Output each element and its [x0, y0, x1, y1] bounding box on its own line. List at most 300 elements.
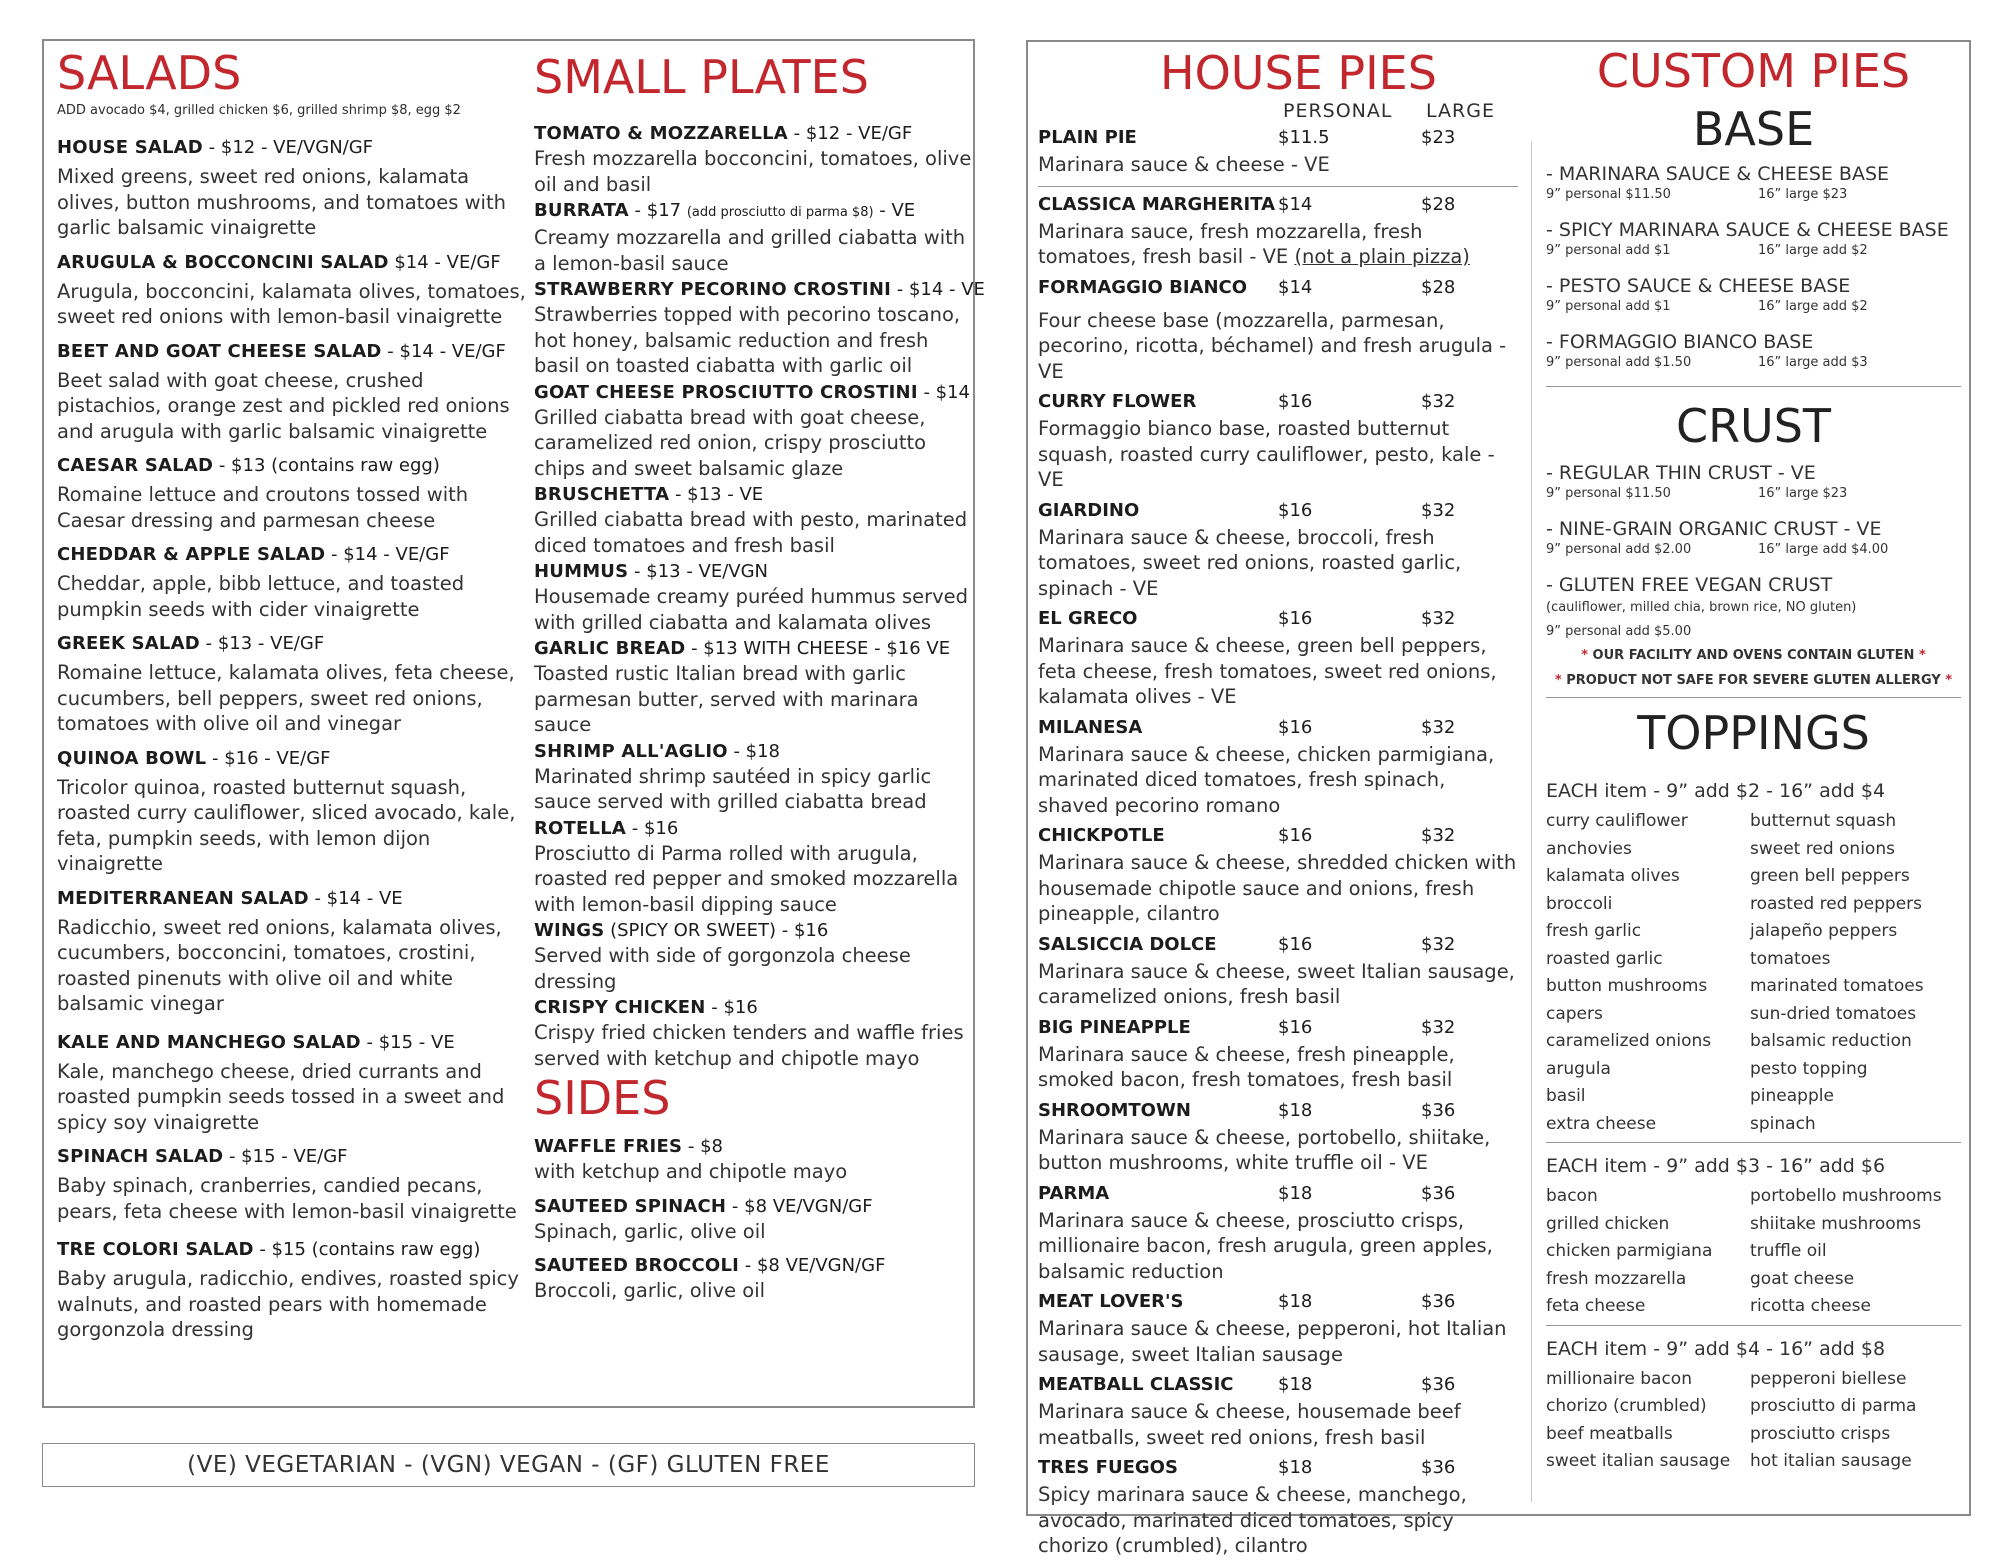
- base-title: BASE: [1692, 102, 1815, 156]
- salads-section: [57, 46, 527, 1353]
- salad-heading: [57, 1238, 527, 1262]
- house-pie-desc-text: Formaggio bianco base, roasted butternut squash, roasted curry cauliflower, pesto, kale -VE: [1038, 417, 1495, 491]
- base-large-price: 16” large $23: [1758, 187, 1848, 202]
- house-pie-large-price: $36: [1421, 1457, 1456, 1478]
- small-plate-description: Served with side of gorgonzola cheese dressing: [534, 944, 911, 993]
- small-plate-item: [534, 817, 974, 918]
- small-plate-item: [534, 740, 974, 815]
- topping-item: fresh garlic: [1546, 921, 1642, 941]
- crust-option: [1546, 573, 1961, 641]
- small-plate-price: - $13 - VE: [669, 484, 764, 505]
- crust-option-note: (cauliflower, milled chia, brown rice, NO gluten): [1546, 600, 1857, 615]
- house-pie-personal-price: $18: [1278, 1182, 1313, 1204]
- salad-description: Mixed greens, sweet red onions, kalamata olives, button mushrooms, and tomatoes with garlic balsamic vinaigrette: [57, 165, 506, 239]
- topping-item: hot italian sausage: [1750, 1451, 1912, 1471]
- crust-title: CRUST: [1675, 399, 1832, 453]
- topping-tier-label: EACH item - 9” add $4 - 16” add $8: [1546, 1337, 1886, 1360]
- sides-title: SIDES: [534, 1071, 671, 1125]
- house-pie-desc-text: Marinara sauce & cheese, pepperoni, hot Italian sausage, sweet Italian sausage: [1038, 1317, 1507, 1366]
- topping-item: broccoli: [1546, 893, 1613, 914]
- side-price: - $8: [682, 1136, 723, 1157]
- house-pie-desc-text: Marinara sauce & cheese, green bell peppers, feta cheese, fresh tomatoes, sweet red onions, kalamata olives - VE: [1038, 634, 1497, 708]
- salad-heading: [57, 632, 527, 656]
- house-pie-description: [1038, 959, 1518, 1010]
- house-pies-section: [1038, 46, 1518, 1565]
- house-pie-large-price: $32: [1421, 716, 1456, 738]
- side-price: - $8 VE/VGN/GF: [726, 1195, 873, 1217]
- topping-item: spinach: [1750, 1113, 1816, 1134]
- salad-price: - $14 - VE: [308, 887, 403, 909]
- house-pie-heading: [1038, 390, 1518, 414]
- salad-item: [57, 747, 527, 877]
- topping-item: marinated tomatoes: [1750, 976, 1924, 996]
- salads-list: [57, 136, 527, 1343]
- personal-column-header: PERSONAL: [1283, 100, 1393, 122]
- base-option: [1546, 162, 1961, 204]
- house-pie-desc-text: Marinara sauce & cheese, chicken parmigiana, marinated diced tomatoes, fresh spinach, shaved pecorino romano: [1038, 742, 1495, 817]
- topping-item: roasted garlic: [1546, 948, 1663, 969]
- small-plate-item: [534, 919, 974, 994]
- small-plate-description: Grilled ciabatta bread with goat cheese, caramelized red onion, crispy prosciutto chips and sweet balsamic glaze: [534, 405, 927, 480]
- house-pie-item: [1038, 1456, 1518, 1559]
- salad-name: HOUSE SALAD: [57, 137, 203, 158]
- small-plate-item: [534, 199, 974, 276]
- small-plate-heading: [534, 637, 974, 661]
- topping-item: kalamata olives: [1546, 866, 1680, 886]
- small-plate-name: BURRATA: [534, 200, 629, 221]
- house-pie-description: [1038, 152, 1518, 178]
- topping-tier: [1546, 1336, 1961, 1476]
- house-pie-item: [1038, 1290, 1518, 1367]
- salad-price: - $13 - VE/GF: [199, 633, 325, 654]
- small-plate-heading: [534, 122, 974, 146]
- salad-name: GREEK SALAD: [57, 633, 200, 654]
- base-option-prices: [1546, 354, 1961, 372]
- base-option-prices: [1546, 242, 1961, 260]
- small-plate-name: CRISPY CHICKEN: [534, 997, 706, 1018]
- salad-heading: [57, 1031, 527, 1055]
- salad-item: [57, 1145, 527, 1224]
- small-plate-item: [534, 560, 974, 635]
- house-pie-item: [1038, 933, 1518, 1010]
- salad-name: TRE COLORI SALAD: [57, 1239, 254, 1260]
- house-pie-name: TRES FUEGOS: [1038, 1457, 1178, 1478]
- side-item: [534, 1254, 974, 1304]
- salad-name: KALE AND MANCHEGO SALAD: [57, 1031, 361, 1053]
- side-name: SAUTEED SPINACH: [534, 1195, 727, 1217]
- house-pie-heading: [1038, 1290, 1518, 1314]
- small-plate-price: - $13 - VE/VGN: [628, 561, 769, 582]
- crust-option-label: - REGULAR THIN CRUST - VE: [1546, 462, 1816, 484]
- salad-heading: [57, 340, 527, 364]
- house-pie-description: [1038, 1482, 1518, 1559]
- house-pie-description: [1038, 416, 1518, 493]
- house-pie-item: [1038, 824, 1518, 927]
- topping-item: pineapple: [1750, 1086, 1834, 1106]
- crust-personal-price: 9” personal $11.50: [1546, 486, 1671, 501]
- house-pie-name: CURRY FLOWER: [1038, 391, 1197, 412]
- topping-item: tomatoes: [1750, 948, 1831, 969]
- house-pie-description: [1038, 1399, 1518, 1450]
- small-plate-item: [534, 996, 974, 1071]
- salad-price: - $16 - VE/GF: [206, 747, 331, 769]
- house-pie-name: SHROOMTOWN: [1038, 1099, 1191, 1121]
- house-pie-description: [1038, 1208, 1518, 1285]
- topping-item: goat cheese: [1750, 1268, 1855, 1289]
- salad-item: [57, 136, 527, 241]
- topping-item: capers: [1546, 1003, 1603, 1024]
- small-plate-name: WINGS: [534, 920, 605, 941]
- house-pie-desc-text: Marinara sauce & cheese, sweet Italian sausage, caramelized onions, fresh basil: [1038, 959, 1515, 1008]
- house-pie-personal-price: $18: [1278, 1374, 1313, 1395]
- topping-item: shiitake mushrooms: [1750, 1213, 1922, 1234]
- topping-item: caramelized onions: [1546, 1031, 1712, 1051]
- small-plate-name: BRUSCHETTA: [534, 484, 670, 505]
- salad-heading: [57, 251, 527, 275]
- salad-description: Romaine lettuce, kalamata olives, feta cheese, cucumbers, bell peppers, sweet red onions, tomatoes with olive oil and vinegar: [57, 661, 515, 735]
- house-pie-large-price: $32: [1421, 499, 1456, 521]
- salad-description: Romaine lettuce and croutons tossed with Caesar dressing and parmesan cheese: [57, 483, 469, 532]
- house-pie-large-price: $32: [1421, 933, 1456, 955]
- topping-item: butternut squash: [1750, 811, 1897, 831]
- small-plate-item: [534, 637, 974, 738]
- salad-item: [57, 1031, 527, 1136]
- house-pie-large-price: $36: [1421, 1099, 1456, 1121]
- base-personal-price: 9” personal $11.50: [1546, 187, 1671, 202]
- crust-large-price: 16” large $23: [1758, 486, 1848, 501]
- house-pie-large-price: $32: [1421, 391, 1456, 412]
- small-plate-description: Toasted rustic Italian bread with garlic parmesan butter, served with marinara sauce: [534, 662, 919, 736]
- small-plate-heading: [534, 919, 974, 943]
- house-pie-description: [1038, 1042, 1518, 1093]
- salads-addons: ADD avocado $4, grilled chicken $6, grilled shrimp $8, egg $2: [57, 103, 461, 118]
- house-pie-description: [1038, 1125, 1518, 1176]
- topping-item: jalapeño peppers: [1750, 921, 1898, 941]
- topping-item: prosciutto di parma: [1750, 1396, 1917, 1416]
- house-pie-desc-text: Marinara sauce & cheese, housemade beef meatballs, sweet red onions, fresh basil: [1038, 1400, 1461, 1449]
- house-pie-desc-text: Marinara sauce & cheese, portobello, shiitake, button mushrooms, white truffle oil - VE: [1038, 1125, 1491, 1174]
- salad-name: MEDITERRANEAN SALAD: [57, 887, 309, 909]
- topping-item: millionaire bacon: [1546, 1368, 1692, 1389]
- base-option-prices: [1546, 298, 1961, 316]
- topping-item: balsamic reduction: [1750, 1031, 1912, 1051]
- topping-item: bacon: [1546, 1186, 1598, 1206]
- house-pie-personal-price: $16: [1278, 825, 1313, 846]
- salad-description: Kale, manchego cheese, dried currants and roasted pumpkin seeds tossed in a sweet and spicy soy vinaigrette: [57, 1059, 505, 1134]
- dietary-legend: [42, 1443, 975, 1487]
- small-plate-price: - $18: [727, 740, 781, 762]
- topping-tier-label: EACH item - 9” add $3 - 16” add $6: [1546, 1155, 1886, 1177]
- house-pie-personal-price: $16: [1278, 716, 1313, 738]
- salad-name: BEET AND GOAT CHEESE SALAD: [57, 340, 382, 362]
- house-pie-heading: [1038, 607, 1518, 631]
- sides-list: [534, 1135, 974, 1304]
- small-plate-name: HUMMUS: [534, 561, 629, 582]
- house-pie-heading: [1038, 1099, 1518, 1123]
- house-pie-name: MEAT LOVER'S: [1038, 1291, 1184, 1312]
- salad-description: Cheddar, apple, bibb lettuce, and toasted pumpkin seeds with cider vinaigrette: [57, 572, 465, 621]
- small-plate-heading: [534, 817, 974, 841]
- salad-price: - $15 - VE: [360, 1031, 455, 1053]
- small-plate-description: Marinated shrimp sautéed in spicy garlic sauce served with grilled ciabatta bread: [534, 764, 932, 813]
- side-item: [534, 1195, 974, 1245]
- salad-item: [57, 340, 527, 445]
- topping-item: extra cheese: [1546, 1113, 1657, 1134]
- house-pie-heading: [1038, 824, 1518, 848]
- house-pie-heading: [1038, 499, 1518, 523]
- side-description: Spinach, garlic, olive oil: [534, 1219, 766, 1243]
- house-pie-large-price: $28: [1421, 276, 1456, 298]
- house-pie-heading: [1038, 716, 1518, 740]
- crust-option-prices: [1546, 623, 1961, 641]
- house-pie-heading: [1038, 1182, 1518, 1206]
- house-pie-description: [1038, 742, 1518, 819]
- salad-name: CHEDDAR & APPLE SALAD: [57, 544, 326, 565]
- salad-price: - $15 (contains raw egg): [253, 1239, 481, 1260]
- base-option-prices: [1546, 186, 1961, 204]
- topping-item: truffle oil: [1750, 1241, 1827, 1261]
- small-plates-title: SMALL PLATES: [534, 50, 869, 104]
- small-plate-name: GOAT CHEESE PROSCIUTTO CROSTINI: [534, 381, 918, 403]
- crust-personal-price: 9” personal add $2.00: [1546, 542, 1692, 557]
- house-pie-personal-price: $14: [1278, 193, 1313, 215]
- base-large-price: 16” large add $2: [1758, 243, 1868, 258]
- house-pies-title: HOUSE PIES: [1160, 46, 1437, 100]
- house-pie-personal-price: $16: [1278, 1016, 1313, 1038]
- small-plate-description: Crispy fried chicken tenders and waffle fries served with ketchup and chipotle mayo: [534, 1021, 964, 1070]
- house-pie-item: [1038, 607, 1518, 710]
- house-pie-heading: [1038, 933, 1518, 957]
- toppings-title: TOPPINGS: [1637, 706, 1870, 760]
- topping-item: beef meatballs: [1546, 1423, 1673, 1444]
- crust-option-prices: [1546, 541, 1961, 559]
- small-plate-description: Housemade creamy puréed hummus served with grilled ciabatta and kalamata olives: [534, 585, 969, 634]
- topping-item: green bell peppers: [1750, 866, 1910, 886]
- side-description: Broccoli, garlic, olive oil: [534, 1279, 766, 1302]
- crust-large-price: 16” large add $4.00: [1758, 542, 1889, 557]
- side-heading: [534, 1195, 974, 1219]
- base-option-label: - SPICY MARINARA SAUCE & CHEESE BASE: [1546, 219, 1949, 241]
- topping-item: curry cauliflower: [1546, 811, 1688, 831]
- house-pie-desc-text: Marinara sauce & cheese, fresh pineapple, smoked bacon, fresh tomatoes, fresh basil: [1038, 1042, 1455, 1091]
- small-plate-price: - $16: [705, 997, 758, 1018]
- salad-item: [57, 251, 527, 330]
- small-plate-price: - $13 WITH CHEESE - $16 VE: [685, 638, 951, 659]
- house-pie-large-price: $36: [1421, 1291, 1456, 1312]
- salad-name: CAESAR SALAD: [57, 455, 214, 476]
- small-plate-price: - $14 - VE: [891, 279, 985, 300]
- column-divider: [1531, 142, 1532, 1502]
- house-pie-item: [1038, 1182, 1518, 1285]
- salad-item: [57, 1238, 527, 1343]
- base-personal-price: 9” personal add $1: [1546, 243, 1671, 258]
- house-pie-desc-text: Marinara sauce & cheese, shredded chicken with housemade chipotle sauce and onions, fresh pineapple, cilantro: [1038, 851, 1517, 925]
- salad-name: SPINACH SALAD: [57, 1146, 224, 1167]
- crust-personal-price: 9” personal add $5.00: [1546, 624, 1692, 639]
- house-pie-large-price: $28: [1421, 193, 1456, 215]
- house-pies-list: [1038, 126, 1518, 1559]
- house-pie-desc-text: Spicy marinara sauce & cheese, manchego, avocado, marinated diced tomatoes, spicy chorizo (crumbled), cilantro: [1038, 1483, 1467, 1557]
- salad-description: Baby spinach, cranberries, candied pecans, pears, feta cheese with lemon-basil vinaigrette: [57, 1174, 517, 1223]
- base-option: [1546, 330, 1961, 372]
- small-plate-item: [534, 278, 985, 379]
- small-plate-name: SHRIMP ALL'AGLIO: [534, 740, 728, 762]
- small-plate-heading: [534, 381, 974, 405]
- house-pie-name: CLASSICA MARGHERITA: [1038, 193, 1276, 215]
- salad-description: Baby arugula, radicchio, endives, roasted spicy walnuts, and roasted pears with homemade gorgonzola dressing: [57, 1267, 519, 1341]
- topping-grid: [1546, 1183, 1961, 1321]
- house-pie-desc-text: Marinara sauce & cheese, prosciutto crisps, millionaire bacon, fresh arugula, green apples, balsamic reduction: [1038, 1208, 1493, 1283]
- salad-item: [57, 543, 527, 622]
- topping-item: button mushrooms: [1546, 976, 1708, 996]
- small-plate-price: - $17: [628, 200, 687, 221]
- house-pie-personal-price: $16: [1278, 608, 1313, 629]
- topping-grid: [1546, 1366, 1961, 1476]
- small-plates-section: [534, 50, 985, 1314]
- salad-price: - $15 - VE/GF: [223, 1146, 348, 1167]
- small-plate-item: [534, 381, 974, 482]
- topping-grid: [1546, 808, 1961, 1138]
- salad-item: [57, 632, 527, 737]
- topping-item: fresh mozzarella: [1546, 1268, 1687, 1289]
- topping-tier: [1546, 1153, 1961, 1326]
- house-pie-name: SALSICCIA DOLCE: [1038, 933, 1217, 955]
- small-plate-item: [534, 122, 974, 197]
- house-pie-large-price: $32: [1421, 1016, 1456, 1038]
- house-pie-item: [1038, 1373, 1518, 1450]
- house-pie-large-price: $23: [1421, 127, 1456, 148]
- small-plate-price: - $12 - VE/GF: [787, 123, 913, 144]
- house-pie-name: BIG PINEAPPLE: [1038, 1016, 1191, 1038]
- house-pie-description: [1038, 308, 1518, 385]
- small-plate-description: Strawberries topped with pecorino toscano, hot honey, balsamic reduction and fresh basil on toasted ciabatta with garlic oil: [534, 303, 961, 377]
- house-pie-description: [1038, 850, 1518, 927]
- house-pie-large-price: $36: [1421, 1374, 1456, 1395]
- salad-item: [57, 454, 527, 533]
- small-plate-name: ROTELLA: [534, 817, 627, 839]
- house-pie-description: [1038, 633, 1518, 710]
- small-plate-description: Creamy mozzarella and grilled ciabatta with a lemon-basil sauce: [534, 226, 966, 275]
- custom-pies-section: [1546, 44, 1961, 1476]
- topping-item: chicken parmigiana: [1546, 1241, 1713, 1261]
- house-pie-personal-price: $14: [1278, 276, 1313, 298]
- topping-item: anchovies: [1546, 838, 1632, 859]
- salad-heading: [57, 1145, 527, 1169]
- topping-item: chorizo (crumbled): [1546, 1396, 1707, 1416]
- topping-item: prosciutto crisps: [1750, 1423, 1891, 1444]
- side-heading: [534, 1254, 974, 1278]
- salad-item: [57, 887, 527, 1017]
- house-pie-name: MILANESA: [1038, 716, 1143, 738]
- base-large-price: 16” large add $2: [1758, 299, 1868, 314]
- house-pie-name: PLAIN PIE: [1038, 127, 1137, 148]
- house-pie-item: [1038, 499, 1518, 602]
- small-plate-description: Fresh mozzarella bocconcini, tomatoes, olive oil and basil: [534, 147, 972, 196]
- topping-item: basil: [1546, 1086, 1586, 1106]
- base-large-price: 16” large add $3: [1758, 355, 1868, 370]
- house-pie-desc-text: Four cheese base (mozzarella, parmesan, pecorino, ricotta, béchamel) and fresh arugula - VE: [1038, 308, 1507, 383]
- small-plate-heading: [534, 740, 974, 764]
- side-name: SAUTEED BROCCOLI: [534, 1255, 740, 1276]
- crust-option-label: - GLUTEN FREE VEGAN CRUST: [1546, 574, 1833, 596]
- house-pie-personal-price: $16: [1278, 391, 1313, 412]
- house-pie-desc-text: Marinara sauce, fresh mozzarella, fresh tomatoes, fresh basil - VE: [1038, 219, 1423, 268]
- tier-divider: [1546, 1325, 1961, 1326]
- topping-item: arugula: [1546, 1058, 1611, 1079]
- bases-list: [1546, 162, 1961, 372]
- topping-item: grilled chicken: [1546, 1213, 1670, 1234]
- house-pie-personal-price: $16: [1278, 499, 1313, 521]
- house-pie-name: MEATBALL CLASSIC: [1038, 1374, 1234, 1395]
- house-pie-item: [1038, 1099, 1518, 1176]
- salad-heading: [57, 454, 527, 478]
- topping-item: sweet red onions: [1750, 838, 1895, 859]
- house-pie-name: EL GRECO: [1038, 608, 1138, 629]
- house-pie-personal-price: $18: [1278, 1099, 1313, 1121]
- side-name: WAFFLE FRIES: [534, 1136, 683, 1157]
- house-pie-description: [1038, 525, 1518, 602]
- large-column-header: LARGE: [1426, 100, 1495, 122]
- house-pie-large-price: $32: [1421, 825, 1456, 846]
- pie-divider: [1038, 186, 1518, 187]
- base-option: [1546, 218, 1961, 260]
- small-plate-tag: - VE: [873, 200, 916, 221]
- house-pie-heading: [1038, 1373, 1518, 1397]
- house-pie-large-price: $32: [1421, 608, 1456, 629]
- house-pie-personal-price: $18: [1278, 1291, 1313, 1312]
- gluten-warning-1: * OUR FACILITY AND OVENS CONTAIN GLUTEN *: [1581, 648, 1926, 663]
- house-pie-description: [1038, 219, 1518, 270]
- crust-option-prices: [1546, 485, 1961, 503]
- salad-description: Arugula, bocconcini, kalamata olives, tomatoes, sweet red onions with lemon-basil vinaigrette: [57, 279, 526, 328]
- topping-item: roasted red peppers: [1750, 893, 1923, 914]
- small-plate-heading: [534, 199, 974, 225]
- house-pie-personal-price: $16: [1278, 933, 1313, 955]
- topping-item: pesto topping: [1750, 1058, 1868, 1079]
- small-plate-description: Grilled ciabatta bread with pesto, marinated diced tomatoes and fresh basil: [534, 508, 968, 557]
- small-plate-name: TOMATO & MOZZARELLA: [534, 123, 788, 144]
- side-heading: [534, 1135, 974, 1159]
- tier-divider: [1546, 1142, 1961, 1143]
- topping-item: sweet italian sausage: [1546, 1451, 1731, 1471]
- base-option: [1546, 274, 1961, 316]
- small-plate-name: STRAWBERRY PECORINO CROSTINI: [534, 279, 891, 300]
- salad-name: ARUGULA & BOCCONCINI SALAD: [57, 251, 389, 273]
- small-plate-price: - $14: [917, 381, 971, 403]
- house-pie-name: GIARDINO: [1038, 499, 1140, 521]
- base-option-label: - PESTO SAUCE & CHEESE BASE: [1546, 275, 1851, 297]
- house-pie-name: FORMAGGIO BIANCO: [1038, 276, 1248, 298]
- house-pie-desc-text: Marinara sauce & cheese, broccoli, fresh tomatoes, sweet red onions, roasted garlic, spinach - VE: [1038, 525, 1462, 600]
- small-plate-heading: [534, 560, 974, 584]
- salad-heading: [57, 136, 527, 160]
- small-plate-heading: [534, 483, 974, 507]
- base-personal-price: 9” personal add $1.50: [1546, 355, 1692, 370]
- small-plates-list: [534, 122, 985, 1071]
- salad-heading: [57, 543, 527, 567]
- small-plate-name: GARLIC BREAD: [534, 638, 686, 659]
- house-pie-heading: [1038, 1016, 1518, 1040]
- house-pie-heading: [1038, 1456, 1518, 1480]
- crust-option: [1546, 517, 1961, 559]
- small-plate-heading: [534, 278, 985, 302]
- house-pie-item: [1038, 1016, 1518, 1093]
- topping-item: sun-dried tomatoes: [1750, 1003, 1917, 1024]
- small-plate-price: - $16: [626, 817, 679, 839]
- small-plate-note: (add prosciutto di parma $8): [686, 205, 874, 220]
- salad-price: $14 - VE/GF: [388, 251, 501, 273]
- house-pie-personal-price: $11.5: [1278, 127, 1330, 148]
